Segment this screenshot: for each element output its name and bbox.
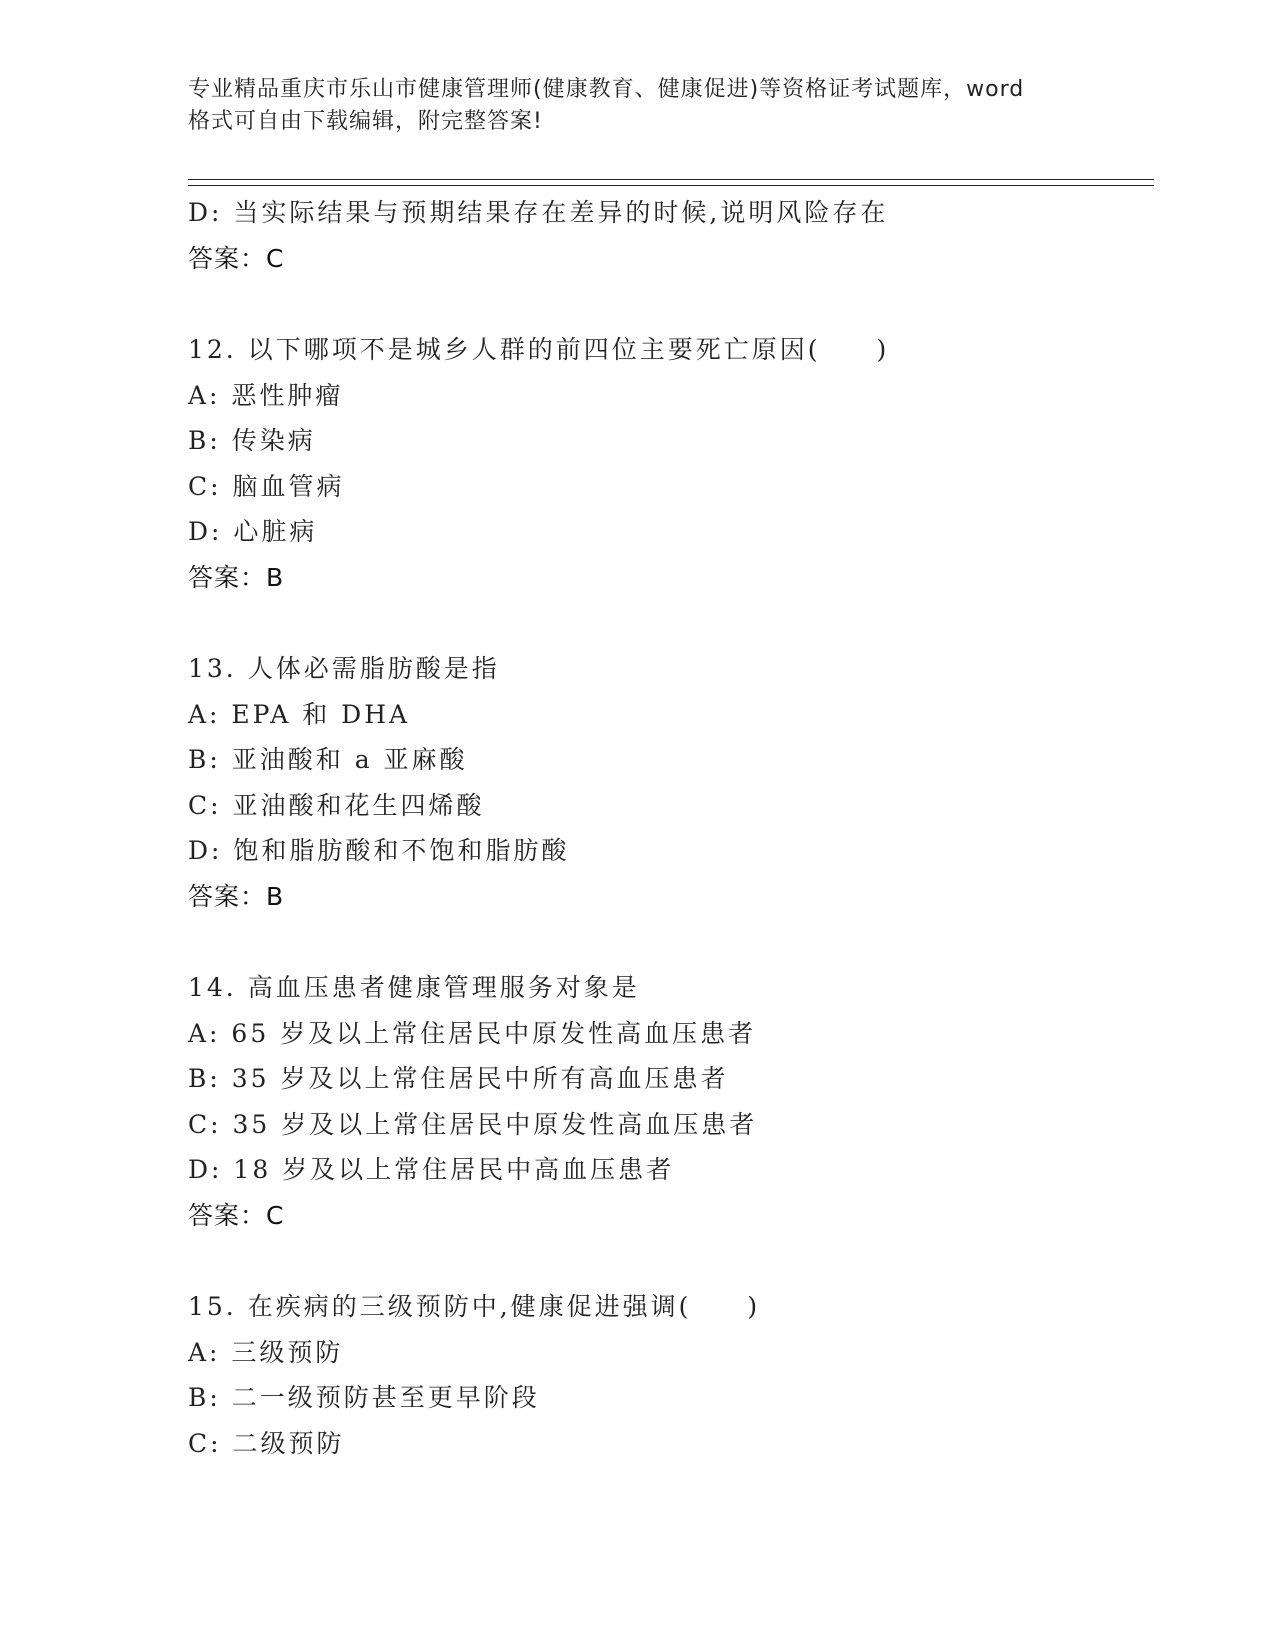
question-15	[188, 1284, 1148, 1466]
answer: 答案：B	[188, 881, 285, 911]
option-d: D: 18 岁及以上常住居民中高血压患者	[188, 1155, 675, 1184]
page-header	[188, 74, 1108, 138]
header-line-2: 格式可自由下载编辑，附完整答案!	[188, 109, 543, 134]
option-a: A: EPA 和 DHA	[188, 699, 411, 729]
question-13	[188, 646, 1148, 919]
spacer	[188, 919, 1148, 965]
spacer	[188, 281, 1148, 327]
question-11-tail	[188, 190, 1148, 281]
answer: 答案：C	[188, 243, 285, 273]
question-stem: 14. 高血压患者健康管理服务对象是	[188, 973, 640, 1002]
question-list	[188, 190, 1148, 1466]
option-b: B: 亚油酸和 a 亚麻酸	[188, 745, 468, 774]
option-c: C: 35 岁及以上常住居民中原发性高血压患者	[188, 1109, 758, 1139]
option-c: C: 亚油酸和花生四烯酸	[188, 790, 485, 820]
header-divider	[188, 179, 1154, 186]
option-a: A: 三级预防	[188, 1337, 344, 1367]
option-b: B: 传染病	[188, 426, 316, 455]
header-line-1: 专业精品重庆市乐山市健康管理师(健康教育、健康促进)等资格证考试题库，word	[188, 77, 1025, 102]
answer: 答案：B	[188, 562, 285, 592]
option-d: D: 当实际结果与预期结果存在差异的时候,说明风险存在	[188, 198, 889, 227]
question-stem: 13. 人体必需脂肪酸是指	[188, 654, 500, 683]
spacer	[188, 1238, 1148, 1284]
option-a: A: 65 岁及以上常住居民中原发性高血压患者	[188, 1018, 757, 1048]
option-a: A: 恶性肿瘤	[188, 380, 344, 410]
option-c: C: 脑血管病	[188, 471, 345, 501]
question-12	[188, 327, 1148, 600]
option-b: B: 35 岁及以上常住居民中所有高血压患者	[188, 1064, 729, 1093]
option-c: C: 二级预防	[188, 1428, 345, 1458]
option-d: D: 饱和脂肪酸和不饱和脂肪酸	[188, 836, 570, 865]
answer: 答案：C	[188, 1200, 285, 1230]
question-14	[188, 965, 1148, 1238]
spacer	[188, 600, 1148, 646]
option-d: D: 心脏病	[188, 517, 318, 546]
question-stem: 12. 以下哪项不是城乡人群的前四位主要死亡原因( )	[188, 335, 890, 364]
question-stem: 15. 在疾病的三级预防中,健康促进强调( )	[188, 1292, 761, 1321]
option-b: B: 二一级预防甚至更早阶段	[188, 1383, 540, 1412]
